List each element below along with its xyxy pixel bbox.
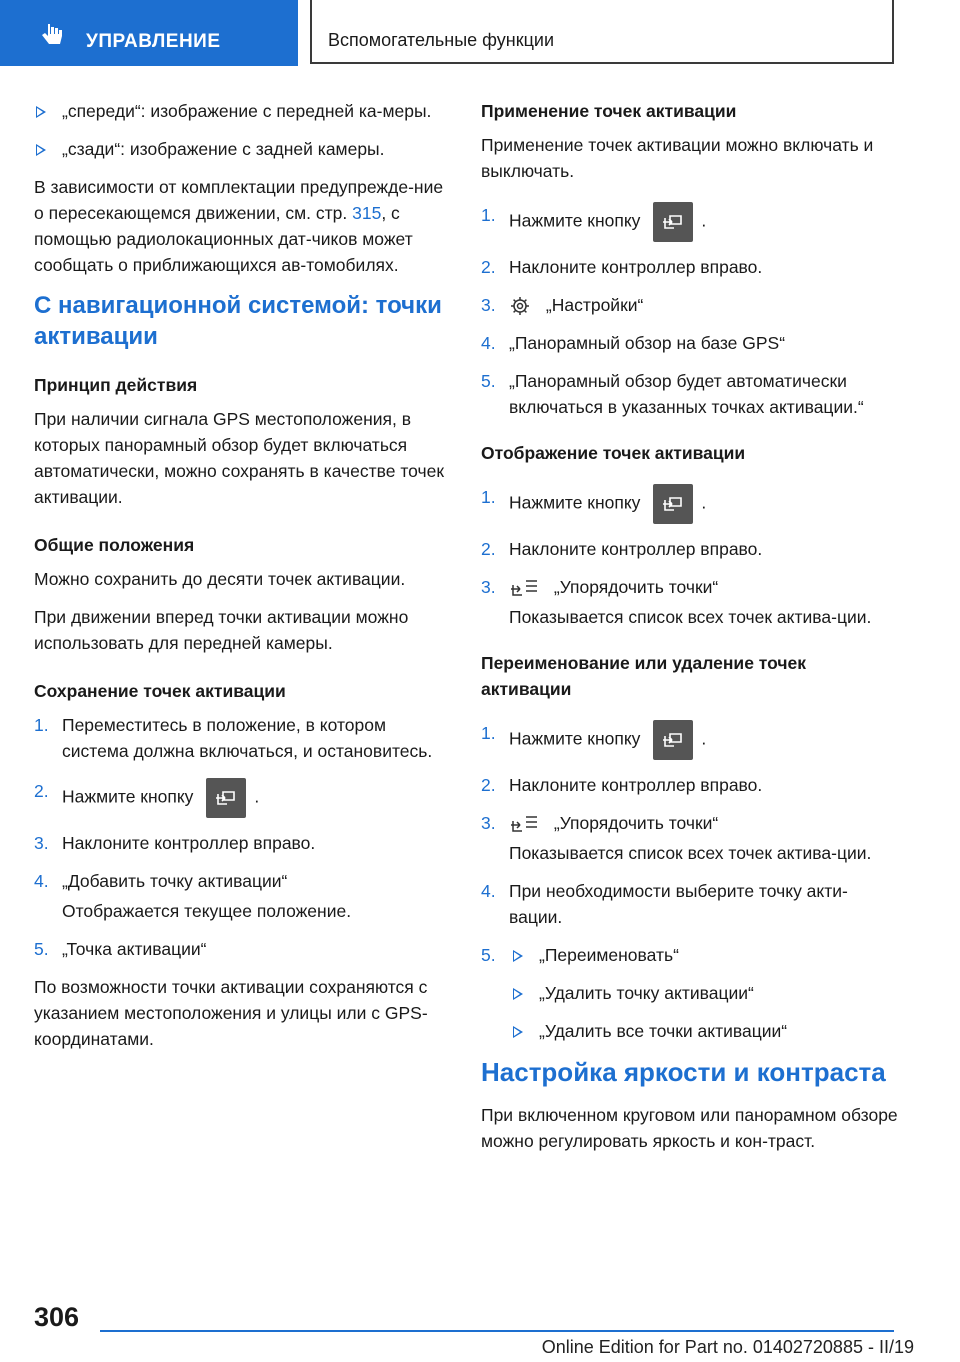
step-note: Показывается список всех точек актива-ции.	[509, 843, 872, 863]
list-item: 1. Нажмите кнопку .	[481, 720, 901, 760]
right-column	[481, 98, 901, 1166]
list-item: 3. „Настройки“	[481, 292, 901, 318]
camera-button-icon	[653, 720, 693, 760]
chapter-box	[310, 0, 894, 64]
subheading: Принцип действия	[34, 375, 198, 395]
left-column	[34, 98, 454, 1064]
camera-button-icon	[206, 778, 246, 818]
bullet-triangle-icon	[36, 144, 46, 156]
paragraph: При наличии сигнала GPS местоположения, в которых панорамный обзор будет включаться автоматически, можно сохранять в качестве точек активации.	[34, 409, 445, 507]
list-item: 3. „Упорядочить точки“	[481, 810, 901, 836]
subheading: Общие положения	[34, 535, 195, 555]
list-item: 2. Нажмите кнопку .	[34, 778, 454, 818]
list-item: 2. Наклоните контроллер вправо.	[481, 775, 763, 795]
chapter-title: Вспомогательные функции	[328, 30, 555, 50]
step-note: Отображается текущее положение.	[62, 901, 352, 921]
paragraph: По возможности точки активации сохраняются с указанием местоположения и улицы или с GPS-координатами.	[34, 977, 428, 1049]
paragraph: При движении вперед точки активации можно использовать для передней камеры.	[34, 607, 409, 653]
step-note: Показывается список всех точек актива-ции.	[509, 607, 872, 627]
list-item: „спереди“: изображение с передней ка-меры.	[34, 98, 454, 124]
section-heading: Настройка яркости и контраста	[481, 1057, 886, 1087]
section-title: УПРАВЛЕНИЕ	[86, 31, 221, 52]
list-item: 2. Наклоните контроллер вправо.	[481, 539, 763, 559]
list-item: 1. Переместитесь в положение, в котором система должна включаться, и остановитесь.	[34, 715, 433, 761]
bullet-triangle-icon	[513, 950, 523, 962]
list-item: 3. Наклоните контроллер вправо.	[34, 833, 316, 853]
list-item: „Удалить точку активации“	[481, 980, 901, 1006]
hand-pointer-icon	[40, 22, 64, 48]
list-item: „сзади“: изображение с задней камеры.	[34, 136, 454, 162]
subheading: Отображение точек активации	[481, 443, 746, 463]
list-item: 5. „Панорамный обзор будет автоматически включаться в указанных точках активации.“	[481, 371, 864, 417]
page-link[interactable]: 315	[352, 203, 382, 223]
list-item: 5. „Точка активации“	[34, 939, 207, 959]
subheading: Переименование или удаление точек активации	[481, 653, 807, 699]
list-item: 4. „Добавить точку активации“	[34, 871, 288, 891]
paragraph: В зависимости от комплектации предупрежде-ние о пересекающемся движении, см. стр. 315, с помощью радиолокационных дат-чиков может сообщать о приближающихся ав-томобилях.	[34, 177, 444, 275]
gear-icon	[509, 295, 531, 317]
bullet-triangle-icon	[513, 988, 523, 1000]
list-item: 4. При необходимости выберите точку акти-вации.	[481, 881, 848, 927]
subheading: Применение точек активации	[481, 101, 737, 121]
bullet-triangle-icon	[513, 1026, 523, 1038]
section-tab	[0, 0, 298, 66]
list-item: 5. „Переименовать“	[481, 945, 679, 965]
bullet-triangle-icon	[36, 106, 46, 118]
list-item: 1. Нажмите кнопку .	[481, 202, 901, 242]
list-item: 3. „Упорядочить точки“	[481, 574, 901, 600]
list-item: 2. Наклоните контроллер вправо.	[481, 257, 763, 277]
paragraph: Применение точек активации можно включать и выключать.	[481, 135, 874, 181]
footer-divider	[100, 1330, 894, 1332]
list-item: 4. „Панорамный обзор на базе GPS“	[481, 333, 786, 353]
list-icon	[509, 577, 539, 599]
paragraph: Можно сохранить до десяти точек активации.	[34, 569, 406, 589]
paragraph: При включенном круговом или панорамном обзоре можно регулировать яркость и кон-траст.	[481, 1105, 898, 1151]
list-icon	[509, 813, 539, 835]
list-item: 1. Нажмите кнопку .	[481, 484, 901, 524]
camera-button-icon	[653, 484, 693, 524]
subheading: Сохранение точек активации	[34, 681, 286, 701]
page-number: 306	[34, 1302, 80, 1332]
section-heading: С навигационной системой: точки активации	[34, 292, 442, 350]
edition-info: Online Edition for Part no. 01402720885 - II/19	[541, 1337, 914, 1357]
list-item: „Удалить все точки активации“	[481, 1018, 901, 1044]
camera-button-icon	[653, 202, 693, 242]
